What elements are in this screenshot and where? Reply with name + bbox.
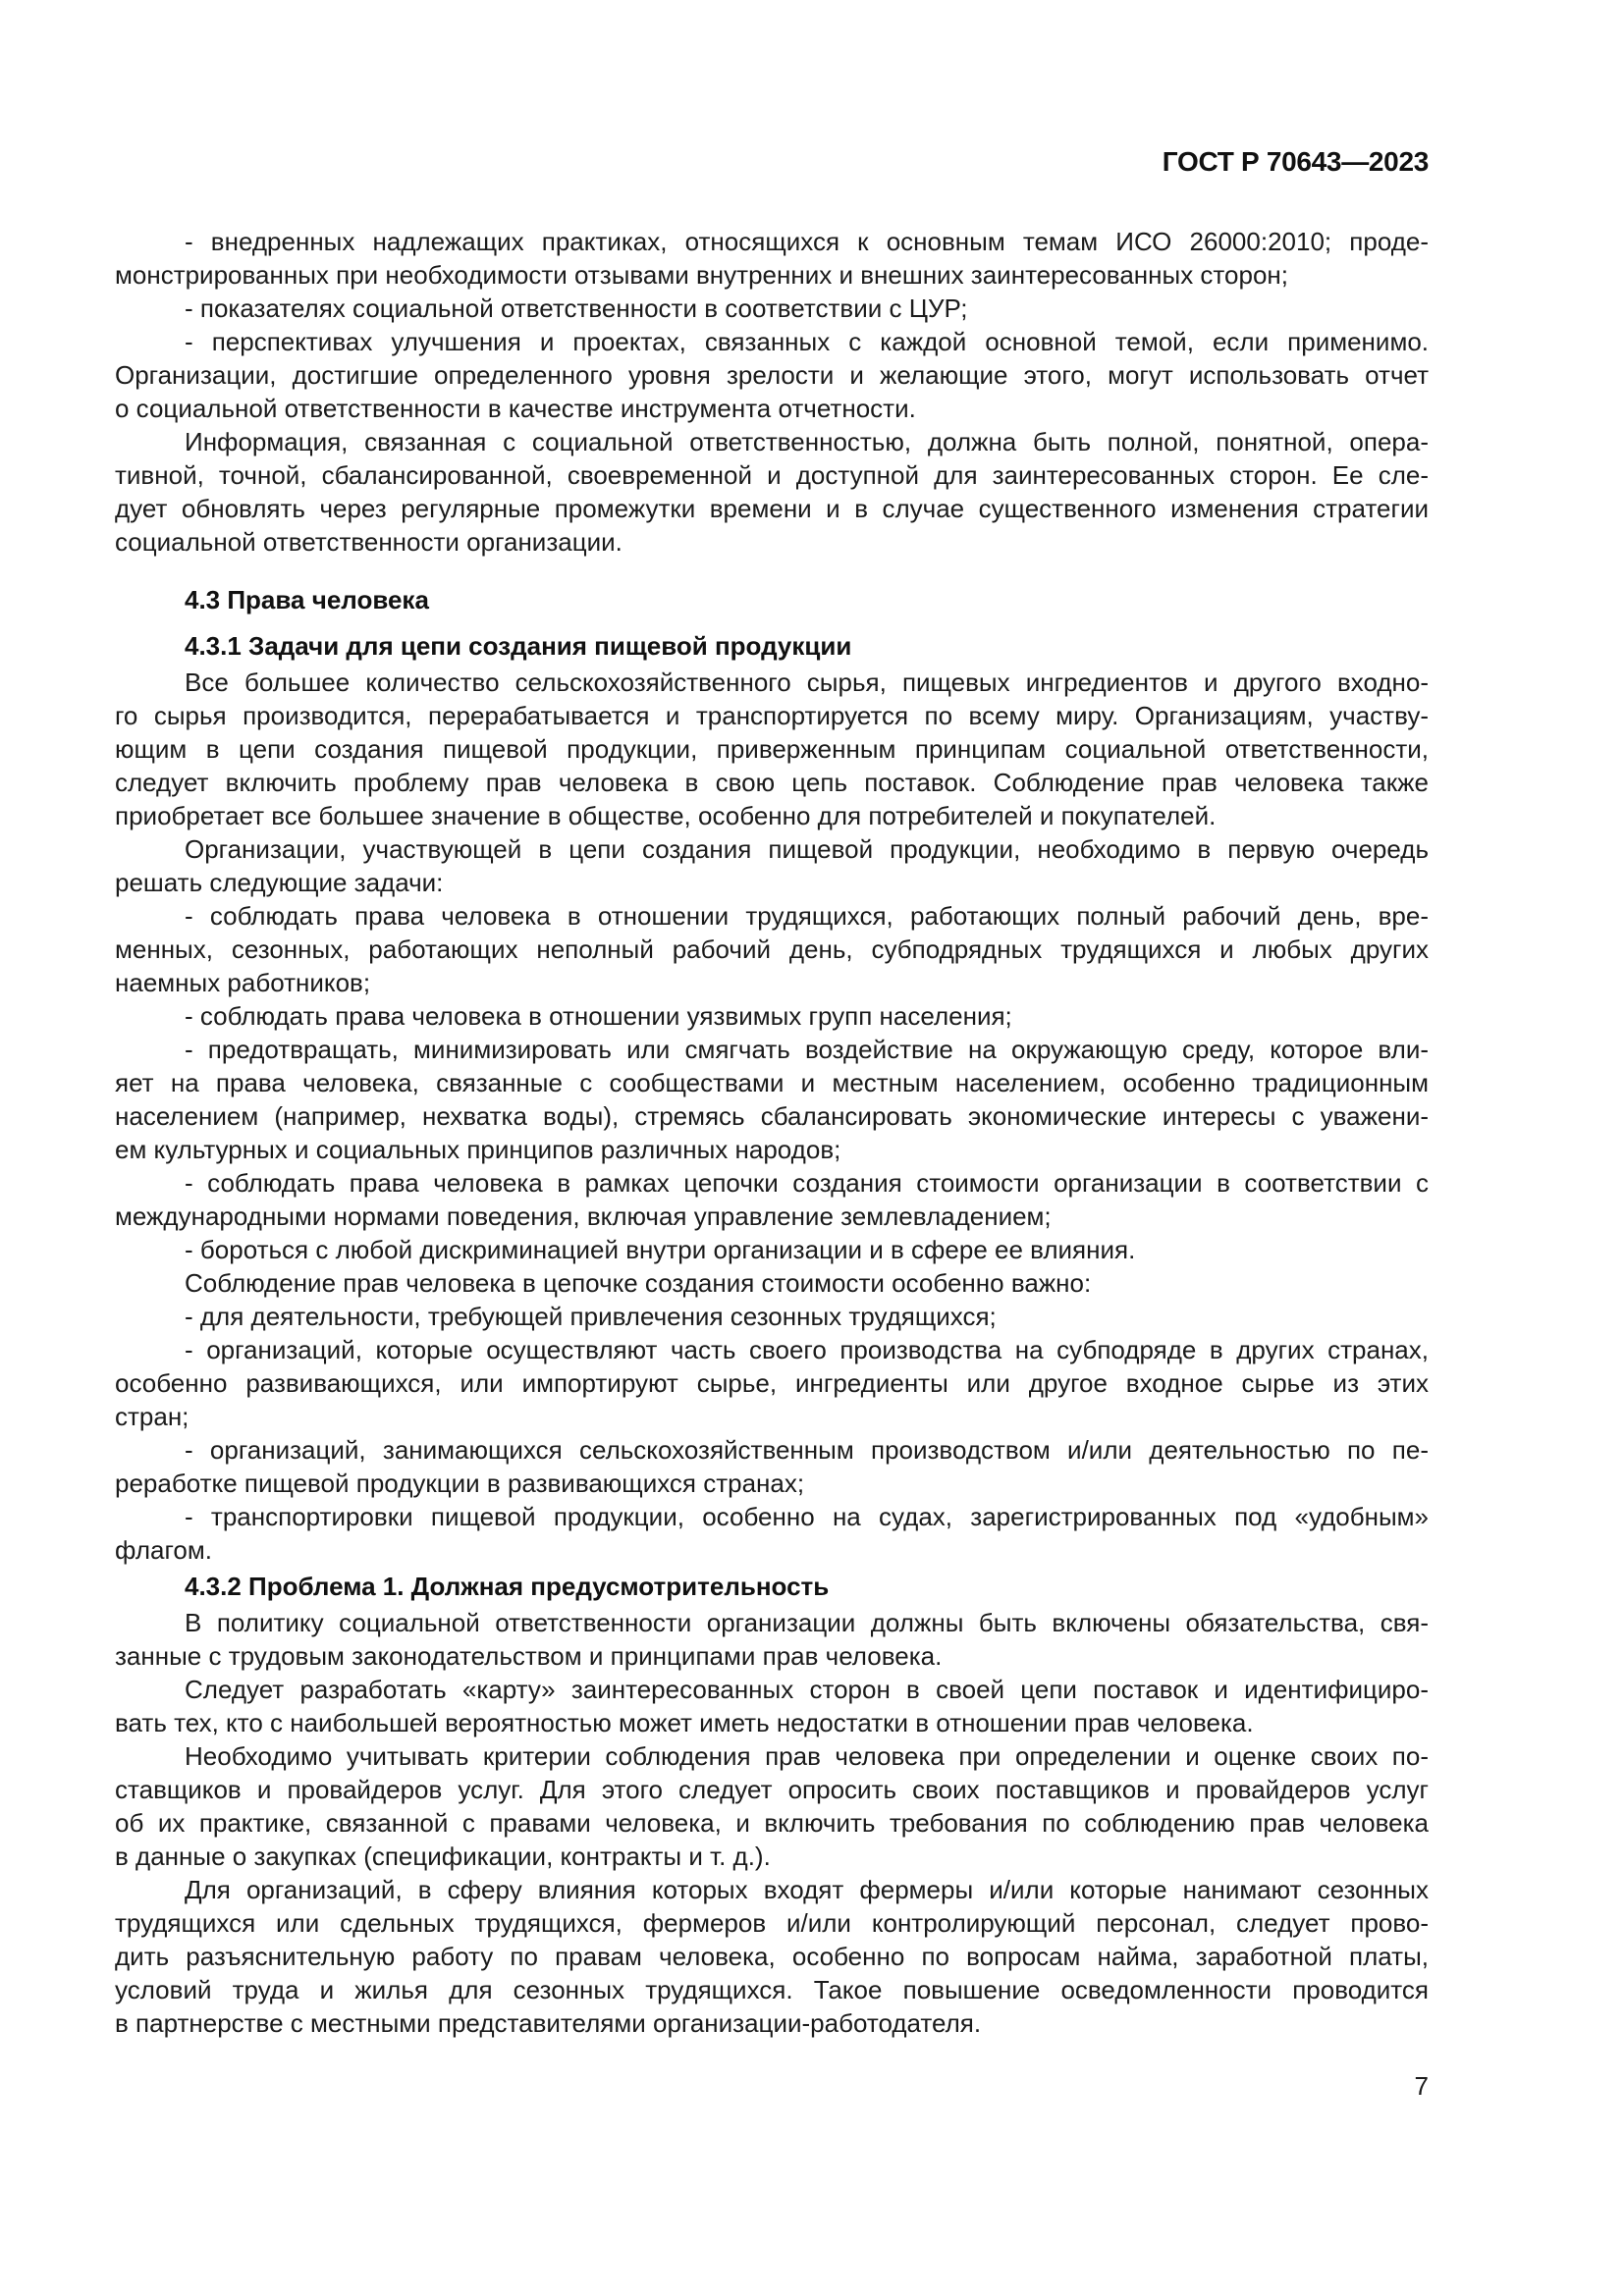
text-line: стран; [115,1402,189,1431]
page-number: 7 [1414,2071,1429,2101]
paragraph [115,292,1429,325]
text-line: тивной, точной, сбалансированной, своевременной и доступной для заинтересованных сторон. Ее сле- [115,460,1429,490]
text-line: Информация, связанная с социальной ответственностью, должна быть полной, понятной, опера- [185,427,1429,456]
text-line: флагом. [115,1535,212,1565]
text-line: реработке пищевой продукции в развивающихся странах; [115,1468,805,1498]
paragraph [115,1673,1429,1739]
paragraph [115,1300,1429,1333]
text-line: Соблюдение прав человека в цепочке создания стоимости особенно важно: [185,1268,1092,1298]
paragraph [115,1433,1429,1500]
text-line: решать следующие задачи: [115,868,444,897]
text-line: Все большее количество сельскохозяйственного сырья, пищевых ингредиентов и другого входно- [185,667,1429,697]
text-line: - организаций, занимающихся сельскохозяйственным производством и/или деятельностью по пе- [185,1435,1429,1465]
text-line: ющим в цепи создания пищевой продукции, приверженным принципам социальной ответственности, [115,734,1429,764]
text-line: монстрированных при необходимости отзывами внутренних и внешних заинтересованных сторон; [115,260,1288,290]
text-line: дить разъяснительную работу по правам человека, особенно по вопросам найма, заработной платы, [115,1942,1429,1971]
text-line: о социальной ответственности в качестве инструмента отчетности. [115,394,916,423]
text-line: - показателях социальной ответственности в соответствии с ЦУР; [185,294,968,323]
text-line: наемных работников; [115,968,371,997]
text-line: занные с трудовым законодательством и принципами прав человека. [115,1641,943,1671]
paragraph [115,225,1429,292]
text-line: - соблюдать права человека в отношении трудящихся, работающих полный рабочий день, вре- [185,901,1429,931]
paragraph [115,832,1429,899]
paragraph [115,1873,1429,2040]
text-line: дует обновлять через регулярные промежутки времени и в случае существенного изменения стратегии [115,494,1429,523]
text-line: - бороться с любой дискриминацией внутри организации и в сфере ее влияния. [185,1235,1136,1264]
text-line: социальной ответственности организации. [115,527,623,557]
text-line: - внедренных надлежащих практиках, относящихся к основным темам ИСО 26000:2010; проде- [185,227,1429,256]
text-line: приобретает все большее значение в обществе, особенно для потребителей и покупателей. [115,801,1217,830]
paragraph [115,1233,1429,1266]
text-line: Необходимо учитывать критерии соблюдения прав человека при определении и оценке своих по- [185,1741,1429,1771]
paragraph [115,1500,1429,1567]
text-line: - соблюдать права человека в рамках цепочки создания стоимости организации в соответствии с [185,1168,1429,1198]
text-line: Для организаций, в сферу влияния которых входят фермеры и/или которые нанимают сезонных [185,1875,1429,1904]
text-line: ставщиков и провайдеров услуг. Для этого следует опросить своих поставщиков и провайдеров услуг [115,1775,1429,1804]
text-line: условий труда и жилья для сезонных трудящихся. Такое повышение осведомленности проводится [115,1975,1429,2004]
paragraph [115,325,1429,425]
text-line: - перспективах улучшения и проектах, связанных с каждой основной темой, если применимо. [185,327,1429,356]
paragraph [115,666,1429,832]
text-line: следует включить проблему прав человека в свою цепь поставок. Соблюдение прав человека также [115,768,1429,797]
text-line: Организации, участвующей в цепи создания пищевой продукции, необходимо в первую очередь [185,834,1429,864]
text-line: в партнерстве с местными представителями организации-работодателя. [115,2008,982,2038]
text-line: В политику социальной ответственности организации должны быть включены обязательства, свя- [185,1608,1429,1637]
text-line: менных, сезонных, работающих неполный рабочий день, субподрядных трудящихся и любых других [115,934,1429,964]
text-line: ем культурных и социальных принципов различных народов; [115,1135,841,1164]
page-header-standard-number: ГОСТ Р 70643—2023 [1162,146,1429,177]
paragraph [115,899,1429,999]
paragraph [115,999,1429,1033]
paragraph [115,1606,1429,1673]
text-line: Организации, достигшие определенного уровня зрелости и желающие этого, могут использовать отчет [115,360,1429,390]
text-line: - предотвращать, минимизировать или смягчать воздействие на окружающую среду, которое вли- [185,1035,1429,1064]
paragraph [115,1033,1429,1166]
text-line: - организаций, которые осуществляют часть своего производства на субподряде в других странах, [185,1335,1429,1364]
text-line: особенно развивающихся, или импортируют сырье, ингредиенты или другое входное сырье из этих [115,1368,1429,1398]
subsection-heading: 4.3.2 Проблема 1. Должная предусмотрительность [185,1572,830,1601]
document-body [115,225,1429,2040]
text-line: Следует разработать «карту» заинтересованных сторон в своей цепи поставок и идентифициро- [185,1675,1429,1704]
text-line: - транспортировки пищевой продукции, особенно на судах, зарегистрированных под «удобным» [185,1502,1429,1531]
text-line: в данные о закупках (спецификации, контракты и т. д.). [115,1842,771,1871]
text-line: международными нормами поведения, включая управление землевладением; [115,1201,1052,1231]
text-line: об их практике, связанной с правами человека, и включить требования по соблюдению прав человека [115,1808,1429,1838]
text-line: го сырья производится, перерабатывается и транспортируется по всему миру. Организациям, участву- [115,701,1429,730]
text-line: - для деятельности, требующей привлечения сезонных трудящихся; [185,1302,997,1331]
paragraph [115,1333,1429,1433]
paragraph [115,425,1429,559]
paragraph [115,1739,1429,1873]
text-line: населением (например, нехватка воды), стремясь сбалансировать экономические интересы с уважени- [115,1101,1429,1131]
section-heading: 4.3 Права человека [185,585,429,614]
text-line: яет на права человека, связанные с сообществами и местным населением, особенно традиционным [115,1068,1429,1097]
paragraph [115,1266,1429,1300]
paragraph [115,1166,1429,1233]
text-line: вать тех, кто с наибольшей вероятностью может иметь недостатки в отношении прав человека. [115,1708,1254,1737]
text-line: трудящихся или сдельных трудящихся, фермеров и/или контролирующий персонал, следует прово- [115,1908,1429,1938]
subsection-heading: 4.3.1 Задачи для цепи создания пищевой продукции [185,631,852,661]
text-line: - соблюдать права человека в отношении уязвимых групп населения; [185,1001,1012,1031]
